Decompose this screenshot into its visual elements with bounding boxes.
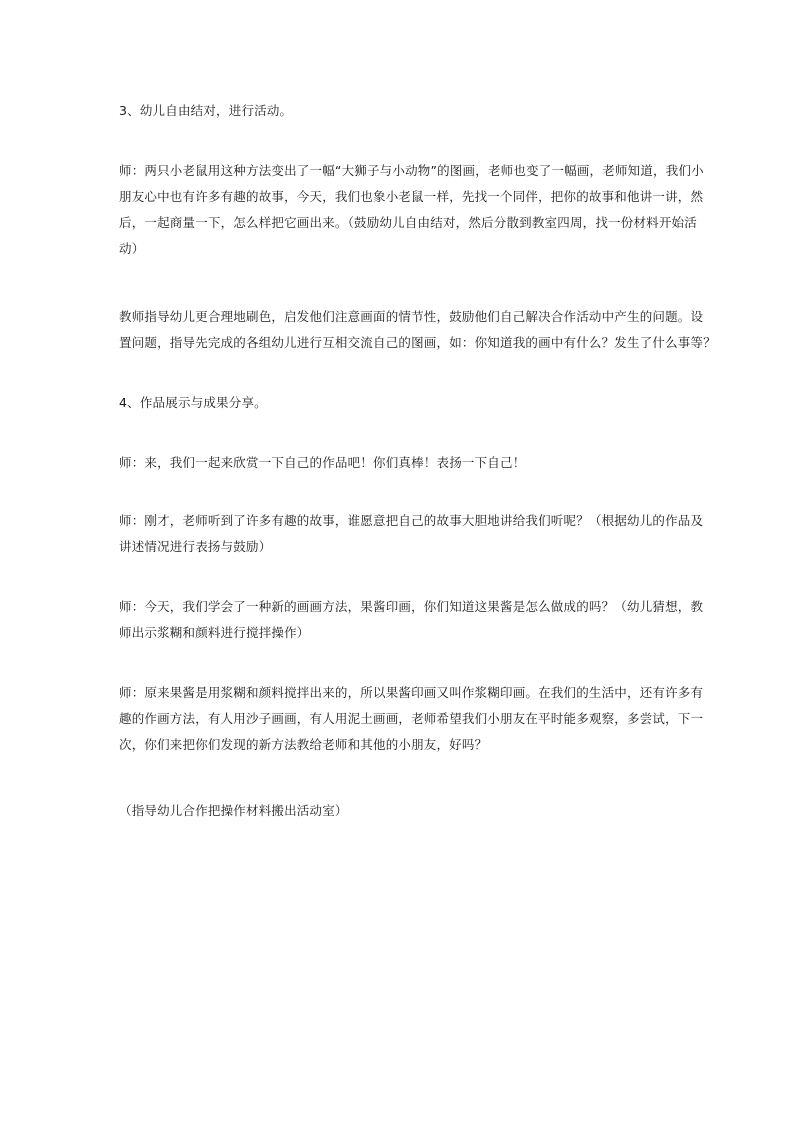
paragraph-line: 师：原来果酱是用浆糊和颜料搅拌出来的，所以果酱印画又叫作浆糊印画。在我们的生活中，还有许多有 bbox=[119, 685, 704, 700]
teacher-method-paragraph bbox=[119, 594, 704, 646]
paragraph-line: 教师指导幼儿更合理地刷色，启发他们注意画面的情节性，鼓励他们自己解决合作活动中产生的问题。设 bbox=[119, 309, 704, 324]
closing-note bbox=[119, 798, 679, 824]
teacher-intro-paragraph bbox=[119, 158, 704, 262]
paragraph-line: 置问题，指导先完成的各组幼儿进行互相交流自己的图画，如：你知道我的画中有什么？发生了什么事等？ bbox=[119, 335, 716, 350]
teacher-guidance-paragraph bbox=[119, 304, 716, 356]
teacher-storytelling-paragraph bbox=[119, 508, 704, 560]
paragraph-line: 次，你们来把你们发现的新方法教给老师和其他的小朋友，好吗？ bbox=[119, 737, 488, 752]
paragraph-line: 师：今天，我们学会了一种新的画画方法，果酱印画，你们知道这果酱是怎么做成的吗？（幼儿猜想，教 bbox=[119, 599, 704, 614]
paragraph-line: （指导幼儿合作把操作材料搬出活动室） bbox=[119, 803, 348, 818]
paragraph-line: 趣的作画方法，有人用沙子画画，有人用泥土画画，老师希望我们小朋友在平时能多观察，多尝试，下一 bbox=[119, 711, 704, 726]
paragraph-line: 师出示浆糊和颜料进行搅拌操作） bbox=[119, 625, 310, 640]
paragraph-line: 动） bbox=[119, 241, 145, 256]
step-4-heading bbox=[119, 390, 679, 416]
paragraph-line: 师：刚才，老师听到了许多有趣的故事，谁愿意把自己的故事大胆地讲给我们听呢？（根据幼儿的作品及 bbox=[119, 513, 704, 528]
teacher-appreciation-paragraph bbox=[119, 450, 679, 476]
paragraph-line: 讲述情况进行表扬与鼓励） bbox=[119, 539, 272, 554]
paragraph-line: 后，一起商量一下，怎么样把它画出来。（鼓励幼儿自由结对，然后分散到教室四周，找一份材料开始活 bbox=[119, 215, 697, 230]
paragraph-line: 3、幼儿自由结对，进行活动。 bbox=[119, 103, 293, 118]
paragraph-line: 朋友心中也有许多有趣的故事，今天，我们也象小老鼠一样，先找一个同伴，把你的故事和他讲一讲，然 bbox=[119, 189, 704, 204]
paragraph-line: 4、作品展示与成果分享。 bbox=[119, 395, 267, 410]
paragraph-line: 师：两只小老鼠用这种方法变出了一幅“大狮子与小动物”的图画，老师也变了一幅画，老师知道，我们小 bbox=[119, 163, 704, 178]
paragraph-line: 师：来，我们一起来欣赏一下自己的作品吧！你们真棒！表扬一下自己！ bbox=[119, 455, 526, 470]
teacher-summary-paragraph bbox=[119, 680, 704, 758]
step-3-heading bbox=[119, 98, 679, 124]
